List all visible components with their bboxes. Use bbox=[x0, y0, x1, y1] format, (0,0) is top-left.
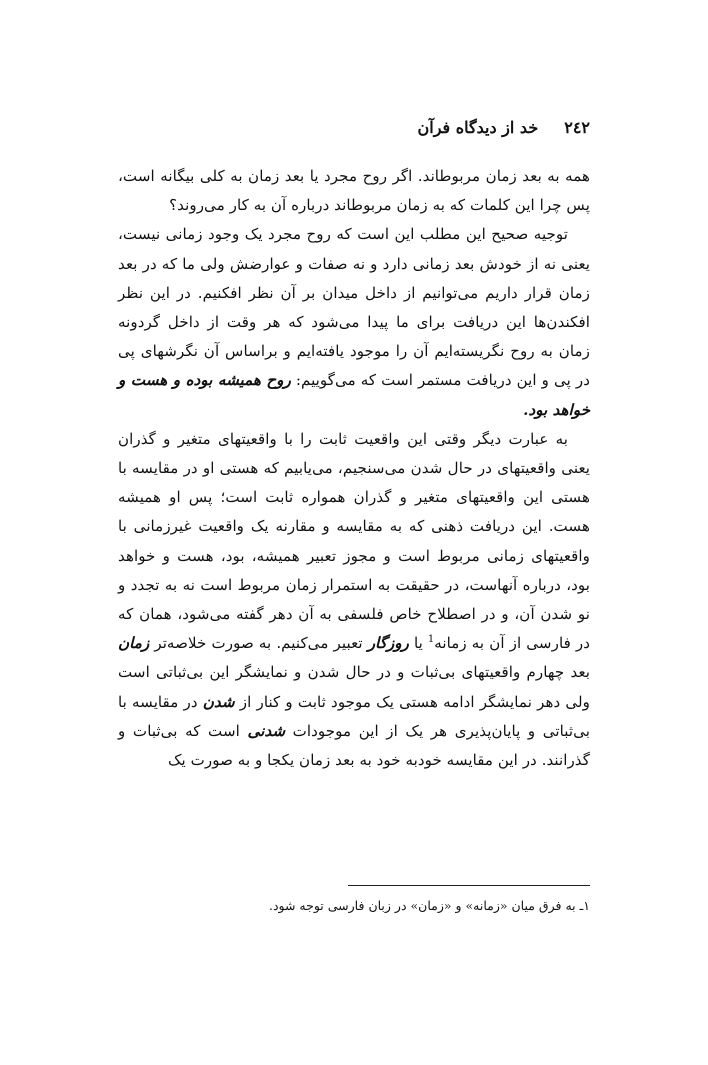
text-run: به عبارت دیگر وقتی این واقعیت ثابت را با واقعیتهای متغیر و گذران یعنی واقعیتهای در حال شدن می‌سنجیم، می‌یابیم که هستی او در مقایسه با هستی این واقعیتهای متغیر و گذران همواره ثابت است؛ پس او همیشه هست. این دریافت ذهنی که به مقایسه و مقارنه یک واقعیت غیرزمانی با واقعیتهای زمانی مربوط است و مجوز تعبیر همیشه، بود، هست و خواهد بود، درباره آنهاست، در حقیقت به استمرار زمان مربوط است نه به تجدد و نو شدن آن، و در اصطلاح خاص فلسفی به آن دهر گفته می‌شود، همان که در فارسی از آن به زمانه bbox=[118, 429, 591, 653]
text-run: تعبیر می‌کنیم. به صورت خلاصه‌تر bbox=[149, 634, 368, 653]
running-title: خد از دیدگاه فرآن bbox=[417, 118, 539, 137]
emphasized-text: زمان bbox=[118, 634, 150, 653]
emphasized-text: روزگار bbox=[367, 634, 409, 653]
footnote: ١ـ به فرق میان «زمانه» و «زمان» در زبان فارسی توجه شود. bbox=[268, 898, 590, 913]
text-run: یا bbox=[408, 634, 428, 653]
text-run: است که بی‌ثبات و گذرانند. در این مقایسه خودبه خود به بعد زمان یکجا و به صورت یک bbox=[118, 721, 590, 770]
page-number: ٢٤٢ bbox=[564, 118, 590, 137]
page-header bbox=[418, 118, 590, 137]
footnote-separator bbox=[348, 885, 590, 886]
paragraph bbox=[118, 220, 590, 424]
text-run: بعد چهارم واقعیتهای بی‌ثبات و در حال شدن و نمایشگر این بی‌ثباتی است ولی دهر نمایشگر ادامه هستی یک موجود ثابت و کنار از bbox=[118, 663, 590, 711]
body-text bbox=[118, 162, 590, 775]
text-run: توجیه صحیح این مطلب این است که روح مجرد یک وجود زمانی نیست، یعنی نه از خودش بعد زمانی دارد و نه صفات و عوارضش ولی ما که در بعد زمان قرار داریم می‌توانیم از داخل میدان بر آن نظر افکنیم. در این نظر افکندن‌ها این دریافت برای ما پیدا می‌شود که هر وقت از داخل گردونه زمان به روح نگریسته‌ایم آن را موجود یافته‌ایم و براساس آن نگرشهای پی در پی و این دریافت مستمر است که می‌گوییم: bbox=[118, 225, 590, 390]
emphasized-text: روح همیشه بوده و هست و خواهد بود. bbox=[118, 371, 590, 419]
paragraph bbox=[118, 162, 590, 220]
emphasized-text: شدنی bbox=[247, 721, 286, 740]
footnote-marker: 1 bbox=[427, 634, 435, 646]
text-run: همه به بعد زمان مربوطاند. اگر روح مجرد یا بعد زمان به کلی بیگانه است، پس چرا این کلمات که به زمان مربوطاند درباره آن به کار می‌روند؟ bbox=[118, 167, 590, 215]
emphasized-text: شدن bbox=[202, 692, 235, 711]
text-run: در مقایسه با بی‌ثباتی و پایان‌پذیری هر یک از این موجودات bbox=[118, 692, 590, 740]
paragraph bbox=[118, 425, 590, 775]
